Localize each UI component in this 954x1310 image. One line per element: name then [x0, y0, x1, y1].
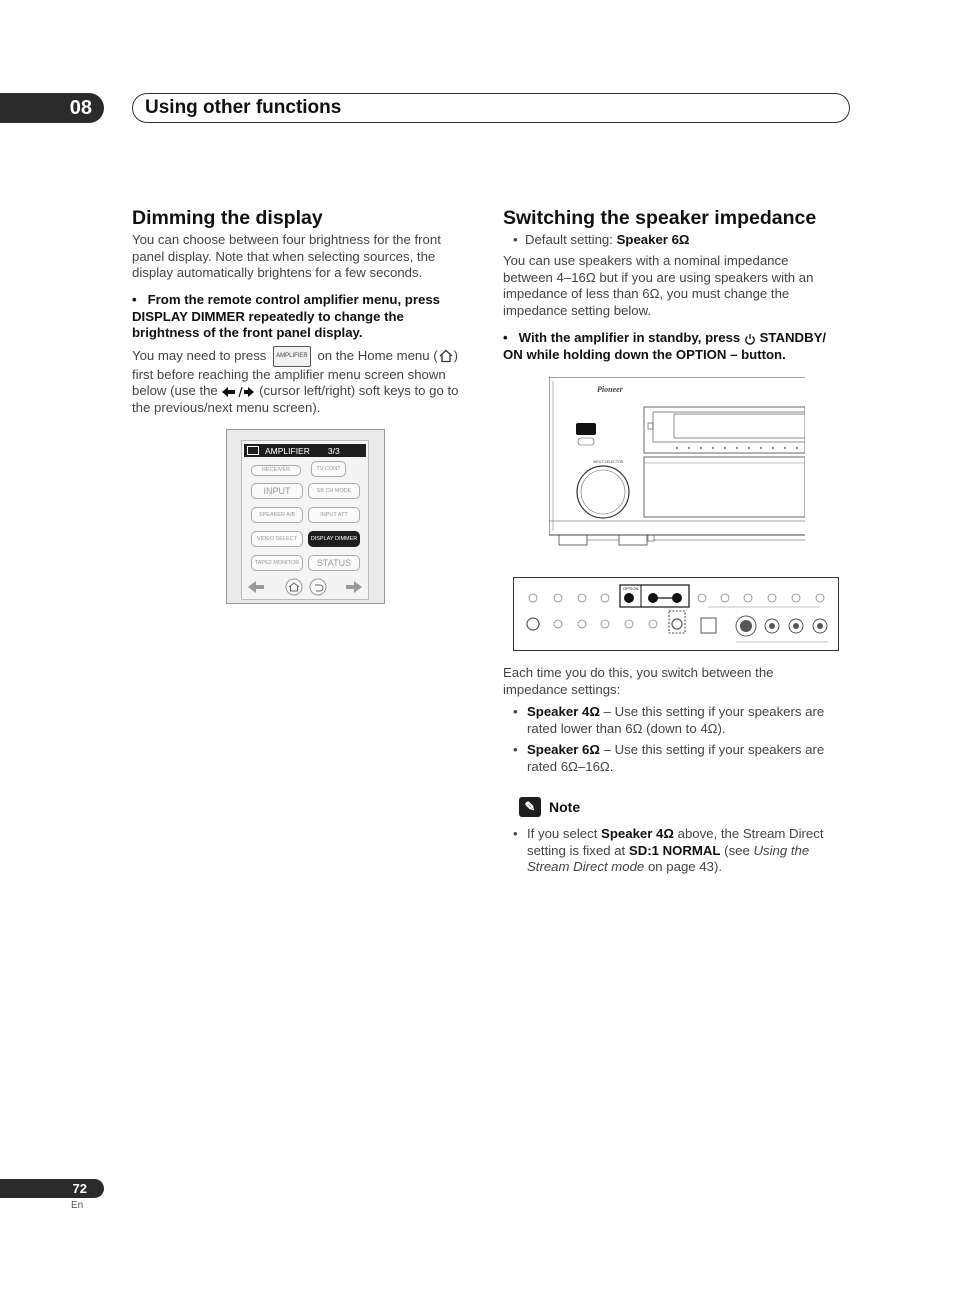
remote-tv-cont-button[interactable]: [311, 461, 346, 477]
input-selector-knob: [577, 466, 629, 518]
amplifier-icon: [247, 446, 259, 455]
dimming-step-line-2: DISPLAY DIMMER repeatedly to change the: [132, 308, 404, 324]
page-number-tab: [0, 1179, 104, 1198]
impedance-step-line-1a: • With the amplifier in standby, press: [503, 330, 741, 345]
remote-header-page: 3/3: [327, 445, 340, 456]
remote-status-label: STATUS: [316, 557, 352, 568]
note-body: [513, 826, 848, 876]
control-panel-drawing: [514, 578, 838, 650]
remote-receiver-label: RECEIVER: [261, 467, 291, 473]
note-title: Note: [549, 799, 581, 815]
dimming-note-part-c: ): [453, 347, 459, 363]
dimming-note-part-a: You may need to press: [132, 347, 267, 363]
note-part-f: Using the Stream Direct mode: [527, 842, 810, 875]
option-6-label: Speaker 6Ω: [527, 742, 600, 757]
remote-video-select-button[interactable]: [251, 531, 303, 547]
home-icon: [438, 349, 454, 363]
impedance-step-line-1b: STANDBY/: [759, 330, 827, 345]
brand-logo: Pioneer: [597, 385, 623, 394]
note-bullet: •: [513, 826, 518, 841]
receiver-control-panel-illustration: [513, 577, 839, 651]
remote-home-icon: [286, 579, 302, 595]
amplifier-button-icon: [273, 346, 311, 367]
dimming-note-line-3a: below (use the: [132, 383, 218, 399]
note-part-b: Speaker 4Ω: [601, 826, 674, 841]
standby-power-icon: [744, 333, 756, 345]
remote-input-label: INPUT: [263, 485, 291, 496]
remote-display-dimmer-button[interactable]: [308, 531, 360, 547]
impedance-step-line-2: ON while holding down the OPTION – button.: [503, 346, 786, 362]
cursor-left-right-icon: [221, 386, 255, 398]
dimming-step-line-3: brightness of the front panel display.: [132, 325, 363, 341]
remote-tape2-monitor-label: TAPE2 MONITOR: [254, 559, 300, 566]
amplifier-button-icon-label: AMPLIFIER: [276, 353, 308, 359]
note-part-g: on page 43).: [647, 859, 722, 875]
note-part-e: (see: [724, 842, 750, 858]
default-setting-prefix: • Default setting:: [513, 232, 613, 247]
remote-speaker-ab-label: SPEAKER A/B: [258, 511, 296, 518]
dimming-note: [132, 346, 482, 416]
remote-sb-ch-mode-label: SB CH MODE: [316, 487, 352, 494]
note-heading: [519, 797, 580, 817]
receiver-front-panel-illustration: [549, 377, 805, 555]
note-part-c: above, the Stream Direct setting is fixed at: [527, 826, 824, 858]
remote-tape2-monitor-button[interactable]: [251, 555, 303, 571]
remote-input-att-button[interactable]: [308, 507, 360, 523]
input-selector-label: INPUT SELECTOR: [593, 460, 624, 464]
remote-return-icon: [310, 579, 326, 595]
dimming-intro: You can choose between four brightness for the front panel display. Note that when selecting sources, the display automatically brightens for a few seconds.: [132, 232, 441, 281]
remote-header-label: AMPLIFIER: [265, 445, 310, 456]
remote-display-dimmer-label: DISPLAY DIMMER: [310, 535, 358, 542]
impedance-step: [503, 330, 858, 363]
impedance-after: Each time you do this, you switch between the impedance settings:: [503, 665, 774, 697]
chapter-number: 08: [69, 96, 92, 119]
remote-screen-inner: [241, 440, 369, 600]
remote-amplifier-screen: [226, 429, 385, 604]
option-4-text: – Use this setting if your speakers are rated lower than 6Ω (down to 4Ω).: [527, 704, 825, 736]
impedance-option-6: [513, 742, 848, 775]
dimming-note-part-b: on the Home menu (: [317, 347, 438, 363]
remote-header: [244, 444, 366, 457]
option-4-bullet: •: [513, 704, 518, 719]
standby-button: [576, 423, 596, 435]
impedance-intro: You can use speakers with a nominal impedance between 4–16Ω but if you are using speakers with an impedance of less than 6Ω, you must change the impedance setting below.: [503, 253, 814, 318]
option-4-label: Speaker 4Ω: [527, 704, 600, 719]
language-code: En: [71, 1200, 84, 1211]
note-pencil-icon: ✎: [519, 797, 541, 817]
impedance-option-4: [513, 704, 848, 737]
option-6-text: – Use this setting if your speakers are rated 6Ω–16Ω.: [527, 742, 825, 774]
remote-tv-cont-label: TV CONT: [316, 465, 341, 472]
chapter-number-tab: [0, 93, 104, 123]
remote-sb-ch-mode-button[interactable]: [308, 483, 360, 499]
remote-cursor-right-icon: [346, 581, 362, 593]
note-part-d: SD:1 NORMAL: [628, 842, 721, 858]
page-number: 72: [72, 1181, 87, 1196]
remote-input-button[interactable]: [251, 483, 303, 499]
dimming-note-line-3b: (cursor left/right) soft keys to go to: [259, 383, 459, 399]
note-part-a: If you select: [527, 826, 598, 841]
remote-cursor-left-icon: [248, 581, 264, 593]
section-title-impedance: Switching the speaker impedance: [503, 207, 817, 229]
default-setting: [513, 232, 853, 249]
remote-speaker-ab-button[interactable]: [251, 507, 303, 523]
phones-jack: [527, 618, 539, 630]
remote-video-select-label: VIDEO SELECT: [256, 535, 298, 542]
chapter-title: Using other functions: [145, 97, 342, 118]
remote-receiver-button[interactable]: [251, 465, 301, 476]
dimming-note-line-4: the previous/next menu screen).: [132, 399, 321, 415]
option-6-bullet: •: [513, 742, 518, 757]
option-label: OPTION: [623, 586, 639, 591]
chapter-title-bar: [132, 93, 850, 123]
remote-nav-row: [244, 577, 366, 597]
remote-input-att-label: INPUT ATT: [320, 511, 348, 518]
remote-status-button[interactable]: [308, 555, 360, 571]
default-setting-value: Speaker 6Ω: [616, 232, 690, 247]
dimming-note-line-2: first before reaching the amplifier menu screen shown: [132, 366, 446, 382]
section-title-dimming: Dimming the display: [132, 207, 323, 229]
dimming-step: [132, 292, 477, 342]
dimming-step-line-1: • From the remote control amplifier menu, press: [132, 292, 440, 307]
